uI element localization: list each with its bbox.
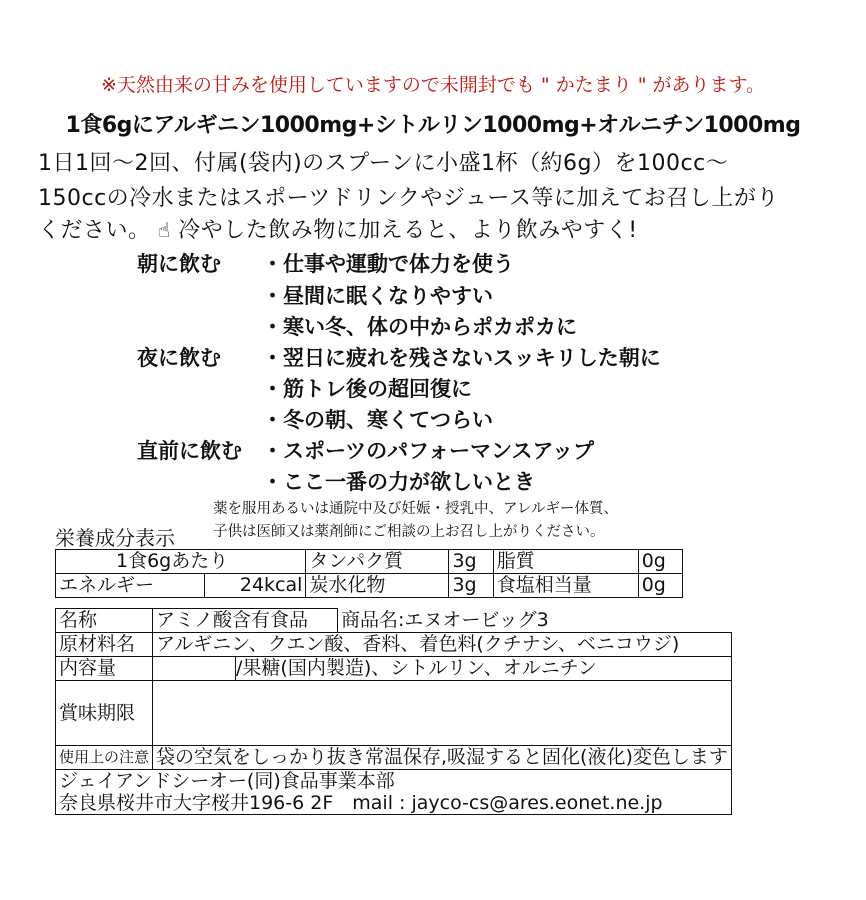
directions-line-3-end: 冷やした飲み物に加えると、より飲みやすく!	[178, 218, 638, 243]
energy-value: 24kcal	[204, 574, 306, 598]
table-row	[56, 770, 732, 815]
nutrition-title: 栄養成分表示	[55, 526, 175, 550]
table-row	[56, 609, 732, 633]
expiry-label: 賞味期限	[56, 681, 153, 746]
company-address: 奈良県桜井市大字桜井196-6 2F mail : jayco-cs@ares.eonet.ne.jp	[59, 792, 663, 814]
usage-item: ・筋トレ後の超回復に	[262, 377, 472, 401]
expiry-value	[153, 681, 732, 746]
usage-item: ・仕事や運動で体力を使う	[262, 252, 514, 276]
usage-item: ・スポーツのパフォーマンスアップ	[262, 439, 595, 463]
protein-label: タンパク質	[306, 550, 449, 574]
company-cell	[56, 770, 732, 815]
storage-notice: ※天然由来の甘みを使用していますので未開封でも " かたまり " があります。	[100, 74, 766, 96]
product-name: 商品名:エヌオービッグ3	[338, 609, 732, 633]
protein-value: 3g	[449, 550, 493, 574]
directions-line-2: 150ccの冷水またはスポーツドリンクやジュース等に加えてお召し上がり	[38, 186, 779, 211]
caution-label: 使用上の注意	[56, 746, 153, 770]
content-label: 内容量	[56, 657, 153, 681]
content-cell	[153, 657, 732, 681]
company-name: ジェイアンドシーオー(同)食品事業本部	[59, 770, 395, 792]
fat-value: 0g	[638, 550, 682, 574]
nutrition-table	[55, 549, 683, 598]
carb-value: 3g	[449, 574, 493, 598]
table-row	[56, 657, 732, 681]
content-value	[153, 657, 236, 680]
table-row	[56, 633, 732, 657]
usage-item: ・昼間に眠くなりやすい	[262, 284, 493, 308]
directions-line-3	[38, 213, 638, 244]
usage-item: ・ここ一番の力が欲しいとき	[262, 470, 535, 494]
usage-item: ・翌日に疲れを残さないスッキリした朝に	[262, 346, 661, 370]
caution-value: 袋の空気をしっかり抜き常温保存,吸湿すると固化(液化)変色します	[153, 746, 732, 770]
ingredients-line-2: /果糖(国内製造)、シトルリン、オルニチン	[236, 657, 597, 679]
nutrition-per-serving: 1食6gあたり	[56, 550, 306, 574]
usage-heading-morning: 朝に飲む	[137, 252, 221, 276]
usage-item: ・寒い冬、体の中からポカポカに	[262, 315, 577, 339]
usage-item: ・冬の朝、寒くてつらい	[262, 408, 493, 432]
carb-label: 炭水化物	[306, 574, 449, 598]
usage-heading-before: 直前に飲む	[137, 439, 242, 463]
directions-line-3-start: ください。	[38, 218, 151, 243]
fat-label: 脂質	[493, 550, 638, 574]
usage-heading-night: 夜に飲む	[137, 346, 221, 370]
product-info-table	[55, 608, 732, 815]
ingredients-label: 原材料名	[56, 633, 153, 657]
table-row	[56, 746, 732, 770]
table-row	[56, 550, 683, 574]
name-label: 名称	[56, 609, 153, 633]
warning-line-1: 薬を服用あるいは通院中及び妊娠・授乳中、アレルギー体質、	[213, 501, 619, 517]
salt-value: 0g	[638, 574, 682, 598]
table-row	[56, 681, 732, 746]
hand-pointing-icon: ☝	[158, 218, 171, 242]
ingredients-line-1: アルギニン、クエン酸、香料、着色料(クチナシ、ベニコウジ)	[153, 633, 732, 657]
salt-label: 食塩相当量	[493, 574, 638, 598]
energy-label: エネルギー	[56, 574, 205, 598]
warning-line-2: 子供は医師又は薬剤師にご相談の上お召し上がりください。	[213, 524, 605, 540]
dosage-headline: 1食6gにアルギニン1000mg+シトルリン1000mg+オルニチン1000mg	[65, 113, 801, 138]
directions-line-1: 1日1回～2回、付属(袋内)のスプーンに小盛1杯（約6g）を100cc～	[38, 151, 729, 176]
name-value: アミノ酸含有食品	[153, 609, 338, 633]
table-row	[56, 574, 683, 598]
